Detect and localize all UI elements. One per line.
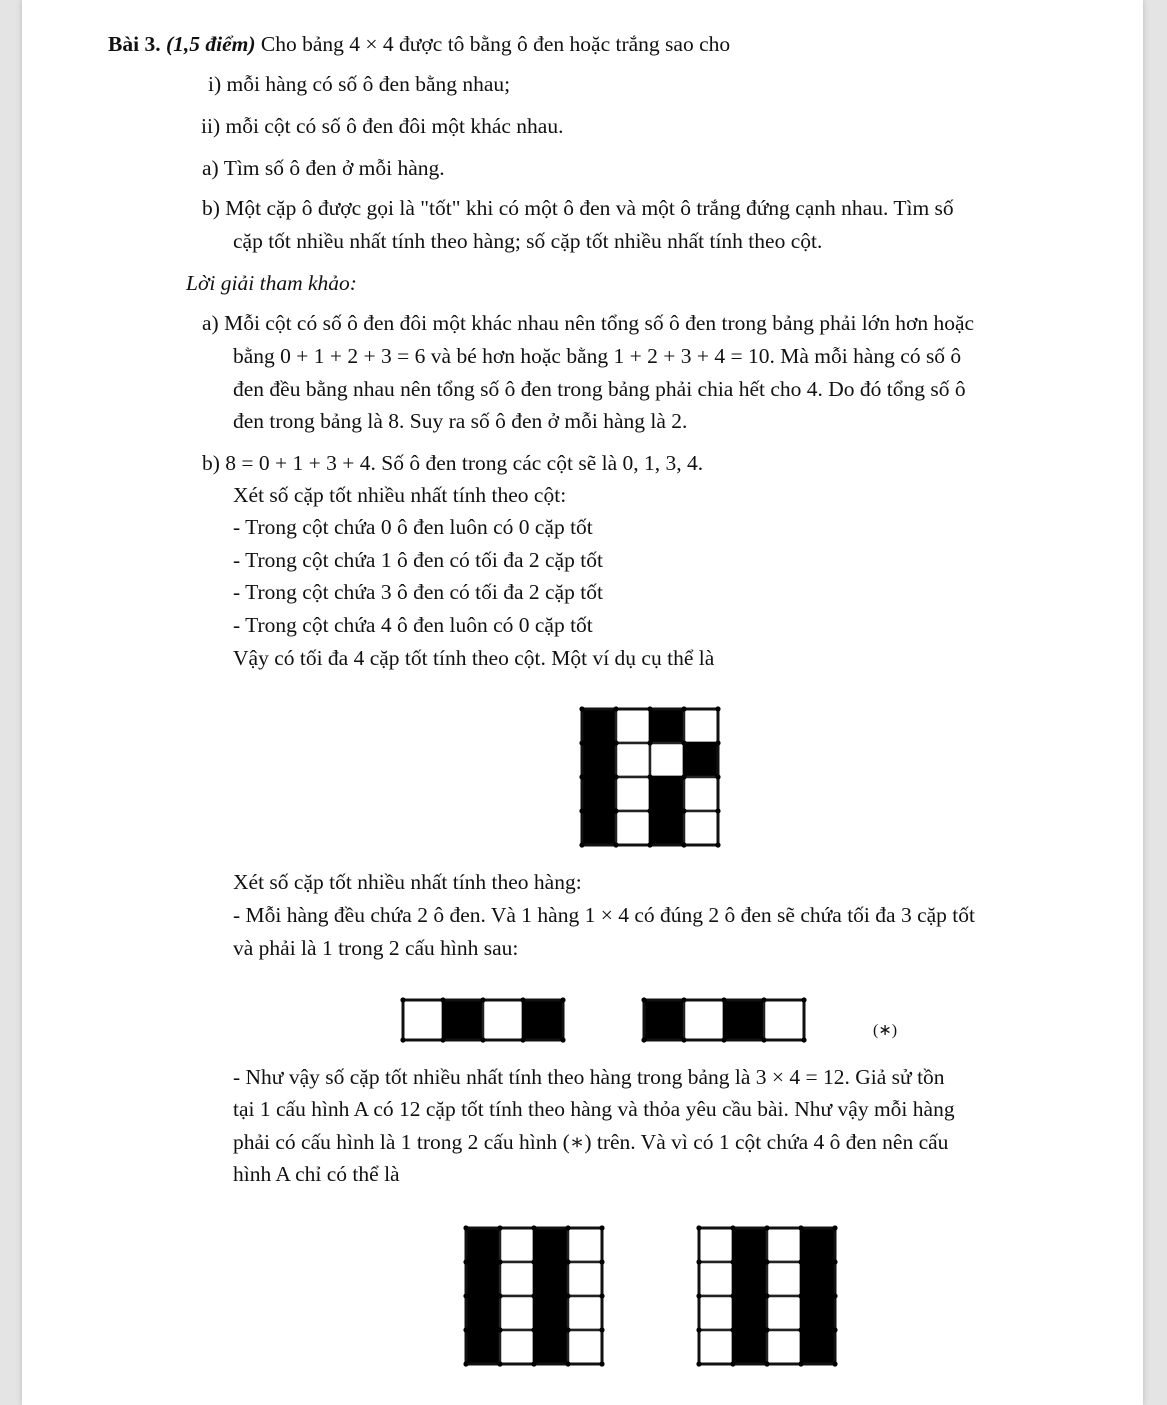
grid-vertex (681, 997, 686, 1002)
grid-vertex (801, 1037, 806, 1042)
document-page (22, 0, 1143, 1405)
grid-vertex (721, 997, 726, 1002)
grid-vertex (681, 842, 686, 847)
solution-a-text: Mỗi cột có số ô đen đôi một khác nhau nên tổng số ô đen trong bảng phải lớn hơn hoặc (224, 311, 975, 335)
grid-vertex (531, 1361, 536, 1366)
grid-vertex (565, 1361, 570, 1366)
black-cell (650, 709, 684, 743)
solution-a-label: a) (202, 311, 219, 335)
grid-vertex (798, 1259, 803, 1264)
grid-vertex (798, 1327, 803, 1332)
white-cell (568, 1296, 602, 1330)
grid-vertex (613, 842, 618, 847)
white-cell (764, 1000, 804, 1040)
grid-vertex (832, 1293, 837, 1298)
white-cell (684, 709, 718, 743)
grid-vertex (497, 1259, 502, 1264)
grid-vertex (801, 997, 806, 1002)
condition-text: mỗi hàng có số ô đen bằng nhau; (226, 72, 511, 96)
grid-vertex (440, 1037, 445, 1042)
black-cell (466, 1228, 500, 1262)
grid-vertex (565, 1293, 570, 1298)
black-cell (733, 1228, 767, 1262)
grid-vertex (641, 1037, 646, 1042)
black-cell (724, 1000, 764, 1040)
conclusion-line-3: phải có cấu hình là 1 trong 2 cấu hình (∗) trên. Và vì có 1 cột chứa 4 ô đen nên cấu (233, 1130, 949, 1154)
white-cell (500, 1228, 534, 1262)
problem-number: Bài 3. (108, 32, 161, 56)
grid-vertex (730, 1225, 735, 1230)
grid-vertex (599, 1293, 604, 1298)
grid-vertex (599, 1259, 604, 1264)
white-cell (403, 1000, 443, 1040)
grid-vertex (400, 997, 405, 1002)
grid-vertex (565, 1225, 570, 1230)
grid-vertex (497, 1361, 502, 1366)
grid-vertex (681, 774, 686, 779)
white-cell (500, 1296, 534, 1330)
grid-vertex (531, 1225, 536, 1230)
grid-vertex (613, 774, 618, 779)
column-example-grid (579, 706, 721, 848)
grid-vertex (730, 1361, 735, 1366)
config-a-grid-1 (463, 1225, 605, 1367)
grid-vertex (764, 1361, 769, 1366)
problem-heading-line (108, 30, 730, 58)
grid-vertex (681, 740, 686, 745)
grid-vertex (579, 842, 584, 847)
question-label: a) (202, 156, 219, 180)
black-cell (650, 777, 684, 811)
grid-vertex (721, 1037, 726, 1042)
solution-b-line-2: Xét số cặp tốt nhiều nhất tính theo cột: (233, 483, 567, 507)
grid-vertex (832, 1327, 837, 1332)
grid-vertex (531, 1327, 536, 1332)
rows-intro-line-2: - Mỗi hàng đều chứa 2 ô đen. Và 1 hàng 1 × 4 có đúng 2 ô đen sẽ chứa tối đa 3 cặp tốt (233, 903, 975, 927)
question-a (202, 154, 445, 182)
grid-vertex (761, 1037, 766, 1042)
grid-vertex (764, 1259, 769, 1264)
white-cell (684, 811, 718, 845)
condition-label: i) (208, 72, 222, 96)
white-cell (568, 1330, 602, 1364)
grid-vertex (764, 1327, 769, 1332)
solution-a-line-4: đen trong bảng là 8. Suy ra số ô đen ở mỗi hàng là 2. (233, 409, 688, 433)
grid-vertex (696, 1259, 701, 1264)
white-cell (616, 777, 650, 811)
grid-vertex (730, 1327, 735, 1332)
solution-b-line-7: Vậy có tối đa 4 cặp tốt tính theo cột. Một ví dụ cụ thể là (233, 646, 715, 670)
white-cell (616, 709, 650, 743)
grid-vertex (696, 1225, 701, 1230)
solution-b-label: b) (202, 451, 220, 475)
solution-a-line-2: bằng 0 + 1 + 2 + 3 = 6 và bé hơn hoặc bằng 1 + 2 + 3 + 4 = 10. Mà mỗi hàng có số ô (233, 344, 962, 368)
grid-vertex (531, 1259, 536, 1264)
grid-vertex (832, 1361, 837, 1366)
grid-vertex (715, 774, 720, 779)
grid-vertex (599, 1361, 604, 1366)
grid-vertex (599, 1327, 604, 1332)
grid-vertex (463, 1327, 468, 1332)
grid-svg (641, 997, 807, 1043)
white-cell (500, 1330, 534, 1364)
white-cell (616, 743, 650, 777)
grid-vertex (832, 1259, 837, 1264)
white-cell (767, 1330, 801, 1364)
rows-intro-line-3: và phải là 1 trong 2 cấu hình sau: (233, 936, 519, 960)
row-config-1-grid (400, 997, 566, 1043)
grid-vertex (480, 1037, 485, 1042)
black-cell (801, 1330, 835, 1364)
grid-vertex (463, 1259, 468, 1264)
grid-vertex (599, 1225, 604, 1230)
grid-vertex (764, 1225, 769, 1230)
grid-vertex (497, 1327, 502, 1332)
grid-vertex (560, 997, 565, 1002)
black-cell (466, 1296, 500, 1330)
grid-vertex (613, 706, 618, 711)
black-cell (582, 743, 616, 777)
grid-vertex (565, 1259, 570, 1264)
grid-vertex (497, 1225, 502, 1230)
problem-points: (1,5 điểm) (165, 32, 256, 56)
black-cell (684, 743, 718, 777)
solution-a-line-1 (202, 309, 974, 337)
white-cell (616, 811, 650, 845)
solution-title: Lời giải tham khảo: (186, 271, 357, 295)
black-cell (644, 1000, 684, 1040)
solution-b-line-3: - Trong cột chứa 0 ô đen luôn có 0 cặp tốt (233, 515, 593, 539)
black-cell (523, 1000, 563, 1040)
black-cell (801, 1228, 835, 1262)
grid-vertex (681, 808, 686, 813)
grid-vertex (764, 1293, 769, 1298)
grid-vertex (715, 740, 720, 745)
question-text: Một cặp ô được gọi là "tốt" khi có một ô đen và một ô trắng đứng cạnh nhau. Tìm số (225, 196, 954, 220)
config-a-grid-2 (696, 1225, 838, 1367)
black-cell (466, 1262, 500, 1296)
grid-vertex (696, 1293, 701, 1298)
white-cell (684, 1000, 724, 1040)
problem-intro: Cho bảng 4 × 4 được tô bằng ô đen hoặc trắng sao cho (260, 32, 731, 56)
white-cell (767, 1228, 801, 1262)
grid-vertex (641, 997, 646, 1002)
grid-vertex (463, 1361, 468, 1366)
conclusion-line-2: tại 1 cấu hình A có 12 cặp tốt tính theo hàng và thỏa yêu cầu bài. Như vậy mỗi hàng (233, 1097, 955, 1121)
grid-vertex (681, 1037, 686, 1042)
grid-vertex (730, 1293, 735, 1298)
solution-b-line-4: - Trong cột chứa 1 ô đen có tối đa 2 cặp tốt (233, 548, 603, 572)
solution-b-line-1 (202, 449, 703, 477)
rows-intro-line-1: Xét số cặp tốt nhiều nhất tính theo hàng: (233, 870, 582, 894)
condition-text: mỗi cột có số ô đen đôi một khác nhau. (225, 114, 564, 138)
grid-vertex (647, 774, 652, 779)
grid-vertex (647, 706, 652, 711)
solution-b-text: 8 = 0 + 1 + 3 + 4. Số ô đen trong các cột sẽ là 0, 1, 3, 4. (225, 451, 704, 475)
question-label: b) (202, 196, 220, 220)
grid-svg (579, 706, 721, 848)
black-cell (534, 1296, 568, 1330)
black-cell (650, 811, 684, 845)
question-b-line-2: cặp tốt nhiều nhất tính theo hàng; số cặp tốt nhiều nhất tính theo cột. (233, 229, 823, 253)
condition-label: ii) (201, 114, 221, 138)
white-cell (500, 1262, 534, 1296)
grid-vertex (400, 1037, 405, 1042)
grid-vertex (463, 1225, 468, 1230)
black-cell (582, 777, 616, 811)
black-cell (801, 1262, 835, 1296)
grid-vertex (647, 740, 652, 745)
grid-vertex (647, 842, 652, 847)
grid-vertex (730, 1259, 735, 1264)
white-cell (699, 1228, 733, 1262)
grid-vertex (463, 1293, 468, 1298)
white-cell (767, 1262, 801, 1296)
white-cell (483, 1000, 523, 1040)
conclusion-line-1: - Như vậy số cặp tốt nhiều nhất tính theo hàng trong bảng là 3 × 4 = 12. Giả sử tồn (233, 1065, 945, 1089)
black-cell (582, 709, 616, 743)
white-cell (699, 1330, 733, 1364)
grid-vertex (579, 774, 584, 779)
grid-svg (696, 1225, 838, 1367)
row-config-2-grid (641, 997, 807, 1043)
white-cell (699, 1262, 733, 1296)
grid-vertex (613, 740, 618, 745)
white-cell (568, 1228, 602, 1262)
condition-ii (201, 112, 563, 140)
conclusion-line-4: hình A chỉ có thể là (233, 1162, 400, 1186)
grid-vertex (715, 808, 720, 813)
black-cell (733, 1296, 767, 1330)
black-cell (733, 1262, 767, 1296)
grid-svg (463, 1225, 605, 1367)
white-cell (699, 1296, 733, 1330)
grid-vertex (531, 1293, 536, 1298)
grid-vertex (520, 997, 525, 1002)
grid-vertex (715, 842, 720, 847)
grid-vertex (832, 1225, 837, 1230)
black-cell (582, 811, 616, 845)
grid-vertex (480, 997, 485, 1002)
grid-vertex (681, 706, 686, 711)
white-cell (767, 1296, 801, 1330)
solution-b-line-5: - Trong cột chứa 3 ô đen có tối đa 2 cặp tốt (233, 580, 603, 604)
white-cell (650, 743, 684, 777)
black-cell (534, 1262, 568, 1296)
grid-vertex (565, 1327, 570, 1332)
config-marker: (∗) (873, 1022, 898, 1039)
solution-a-line-3: đen đều bằng nhau nên tổng số ô đen trong bảng phải chia hết cho 4. Do đó tổng số ô (233, 377, 966, 401)
grid-vertex (798, 1225, 803, 1230)
grid-vertex (696, 1327, 701, 1332)
black-cell (733, 1330, 767, 1364)
grid-vertex (761, 997, 766, 1002)
black-cell (534, 1330, 568, 1364)
question-text: Tìm số ô đen ở mỗi hàng. (223, 156, 445, 180)
white-cell (568, 1262, 602, 1296)
black-cell (534, 1228, 568, 1262)
grid-vertex (579, 706, 584, 711)
grid-vertex (798, 1361, 803, 1366)
grid-vertex (520, 1037, 525, 1042)
grid-svg (400, 997, 566, 1043)
grid-vertex (579, 740, 584, 745)
black-cell (466, 1330, 500, 1364)
grid-vertex (696, 1361, 701, 1366)
grid-vertex (798, 1293, 803, 1298)
white-cell (684, 777, 718, 811)
grid-vertex (579, 808, 584, 813)
solution-b-line-6: - Trong cột chứa 4 ô đen luôn có 0 cặp tốt (233, 613, 593, 637)
grid-vertex (440, 997, 445, 1002)
black-cell (801, 1296, 835, 1330)
grid-vertex (560, 1037, 565, 1042)
black-cell (443, 1000, 483, 1040)
question-b (202, 194, 954, 222)
grid-vertex (613, 808, 618, 813)
condition-i (208, 70, 510, 98)
grid-vertex (497, 1293, 502, 1298)
grid-vertex (715, 706, 720, 711)
grid-vertex (647, 808, 652, 813)
